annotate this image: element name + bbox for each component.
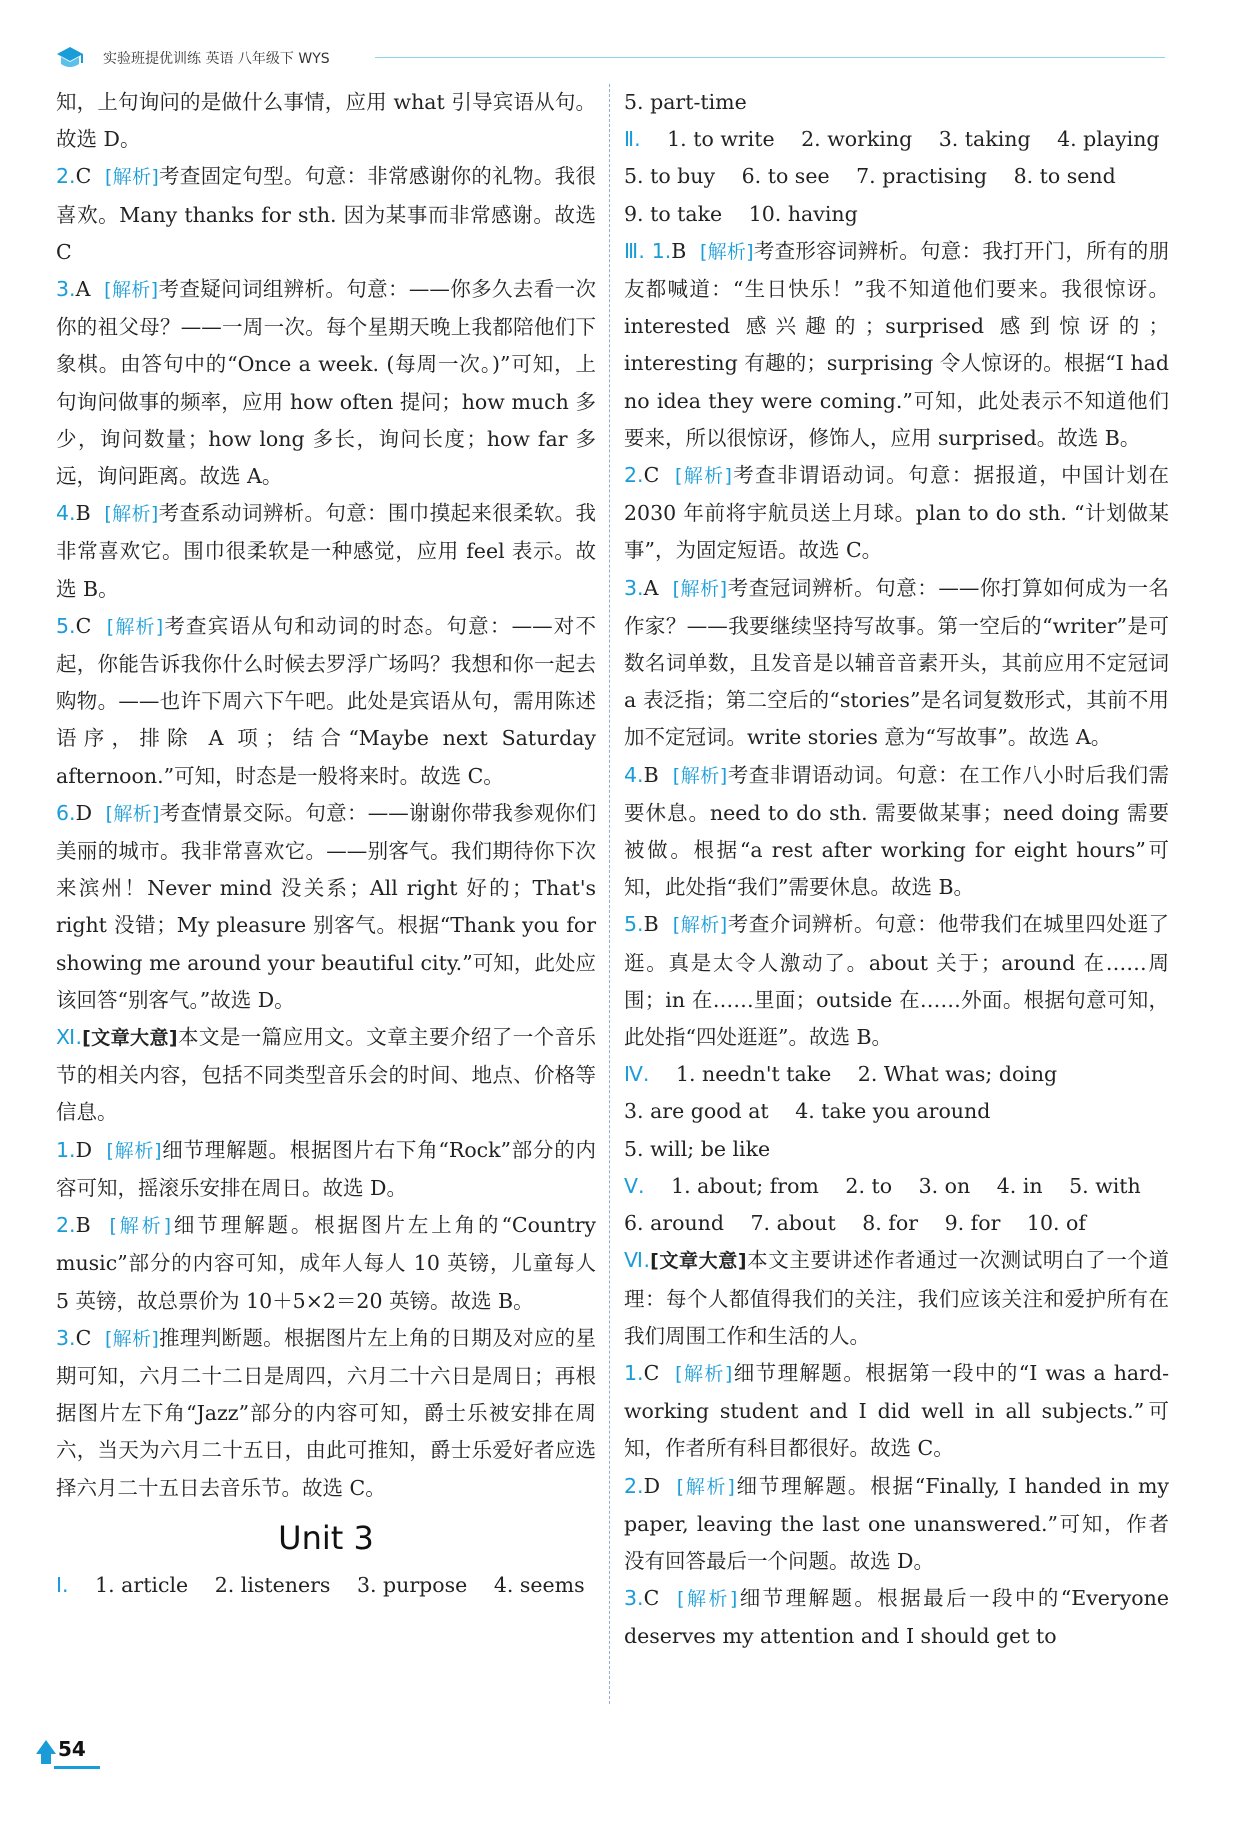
question-1: 1.D [解析]细节理解题。根据图片右下角“Rock”部分的内容可知，摇滚乐安排在周日。故选 D。 [56,1137,596,1200]
page-header [55,44,1165,74]
header-rule [375,57,1165,58]
unit-title: Unit 3 [278,1518,374,1557]
question-5: 5.C [解析]考查宾语从句和动词的时态。句意：——对不起，你能告诉我你什么时候去罗浮广场吗？我想和你一起去购物。——也许下周六下午吧。此处是宾语从句，需用陈述语序，排除 A 项；结合“Maybe next Saturday afternoon.”可知，时态是一般将来时。故选 C。 [56,613,596,788]
paragraph: 知，上句询问的是做什么事情，应用 what 引导宾语从句。故选 D。 [56,90,596,152]
answer-row: 9. to take 10. having [624,201,858,226]
question-4: 4.B [解析]考查非谓语动词。句意：在工作八小时后我们需要休息。need to do sth. 需要做某事；need doing 需要被做。根据“a rest after working for eight hours”可知，此处指“我们”需要休息。故选 B。 [624,762,1169,900]
answer-row: Ⅳ. 1. needn't take 2. What was; doing [624,1062,1058,1087]
question-2: 2.C [解析]考查固定句型。句意：非常感谢你的礼物。我很喜欢。Many thanks for sth. 因为某事而非常感谢。故选 C [56,164,596,264]
question-3: 3.A [解析]考查疑问词组辨析。句意：——你多久去看一次你的祖父母？——一周一次。每个星期天晚上我都陪他们下象棋。由答句中的“Once a week. (每周一次。)”可知，上句询问做事的频率，应用 how often 提问；how much 多少，询问数量；how long 多长，询问长度；how far 多远，询问距离。故选 A。 [56,277,596,489]
answer-row: 5. part-time [624,90,747,114]
answer-row: Ⅴ. 1. about; from 2. to 3. on 4. in 5. with [624,1173,1141,1198]
question-1b: 1.C [解析]细节理解题。根据第一段中的“I was a hard-working student and I did well in all subjects.”可知，作者所有科目都很好。故选 C。 [624,1360,1169,1461]
left-column [56,84,596,1604]
header-title: 实验班提优训练 英语 八年级下 WYS [103,51,330,67]
answer-row: Ⅱ. 1. to write 2. working 3. taking 4. playing [624,127,1160,152]
column-divider [609,84,610,1704]
answer-row: Ⅰ. 1. article 2. listeners 3. purpose 4. seems [56,1572,585,1597]
answer-row: 5. will; be like [624,1136,771,1161]
question-6: 6.D [解析]考查情景交际。句意：——谢谢你带我参观你们美丽的城市。我非常喜欢它。——别客气。我们期待你下次来滨州！Never mind 没关系；All right 好的；That's right 没错；My pleasure 别客气。根据“Thank you for showing me around your beautiful city.”可知，此处应该回答“别客气。”故选 D。 [56,800,597,1012]
answer-row: 6. around 7. about 8. for 9. for 10. of [624,1211,1086,1236]
question-2b: 2.D [解析]细节理解题。根据“Finally, I handed in my paper, leaving the last one unanswered.”可知，作者没有回答最后一个问题。故选 D。 [624,1473,1169,1573]
question-1: Ⅲ. 1.B [解析]考查形容词辨析。句意：我打开门，所有的朋友都喊道：“生日快乐！”我不知道他们要来。我很惊讶。interested 感兴趣的；surprised 感到惊讶的；interesting 有趣的；surprising 令人惊讶的。根据“I had no idea they were coming.”可知，此处表示不知道他们要来，所以很惊讶，修饰人，应用 surprised。故选 B。 [624,238,1169,450]
question-3: 3.A [解析]考查冠词辨析。句意：——你打算如何成为一名作家？——我要继续坚持写故事。第一空后的“writer”是可数名词单数，且发音是以辅音音素开头，其前应用不定冠词 a 表泛指；第二空后的“stories”是名词复数形式，其前不用加不定冠词。write stories 意为“写故事”。故选 A。 [624,575,1170,750]
question-3b: 3.C [解析]细节理解题。根据最后一段中的“Everyone deserves my attention and I should get to [624,1586,1169,1649]
section-summary: Ⅵ.[文章大意]本文主要讲述作者通过一次测试明白了一个道理：每个人都值得我们的关注，我们应该关注和爱护所有在我们周围工作和生活的人。 [624,1248,1169,1348]
answer-row: 5. to buy 6. to see 7. practising 8. to send [624,164,1116,189]
question-2: 2.C [解析]考查非谓语动词。句意：据报道，中国计划在 2030 年前将宇航员送上月球。plan to do sth. “计划做某事”，为固定短语。故选 C。 [624,463,1169,563]
answer-row: 3. are good at 4. take you around [624,1099,991,1124]
right-column [624,84,1169,1656]
section-summary: Ⅺ.[文章大意]本文是一篇应用文。文章主要介绍了一个音乐节的相关内容，包括不同类型音乐会的时间、地点、价格等信息。 [56,1025,596,1125]
page-number-text: 54 [58,1737,86,1761]
question-3b: 3.C [解析]推理判断题。根据图片左上角的日期及对应的星期可知，六月二十二日是周四，六月二十六日是周日；再根据图片左下角“Jazz”部分的内容可知，爵士乐被安排在周六，当天为六月二十五日，由此可推知，爵士乐爱好者应选择六月二十五日去音乐节。故选 C。 [56,1325,596,1500]
book-logo-icon [55,44,85,72]
arrow-stem [41,1752,51,1764]
question-5: 5.B [解析]考查介词辨析。句意：他带我们在城里四处逛了逛。真是太令人激动了。about 关于；around 在……周围；in 在……里面；outside 在……外面。根据句意可知，此处指“四处逛逛”。故选 B。 [624,912,1169,1050]
question-2b: 2.B [解析]细节理解题。根据图片左上角的“Country music”部分的内容可知，成年人每人 10 英镑，儿童每人 5 英镑，故总票价为 10＋5×2＝20 英镑。故选 B。 [56,1213,596,1313]
question-4: 4.B [解析]考查系动词辨析。句意：围巾摸起来很柔软。我非常喜欢它。围巾很柔软是一种感觉，应用 feel 表示。故选 B。 [56,501,597,601]
page-number [32,1734,102,1768]
